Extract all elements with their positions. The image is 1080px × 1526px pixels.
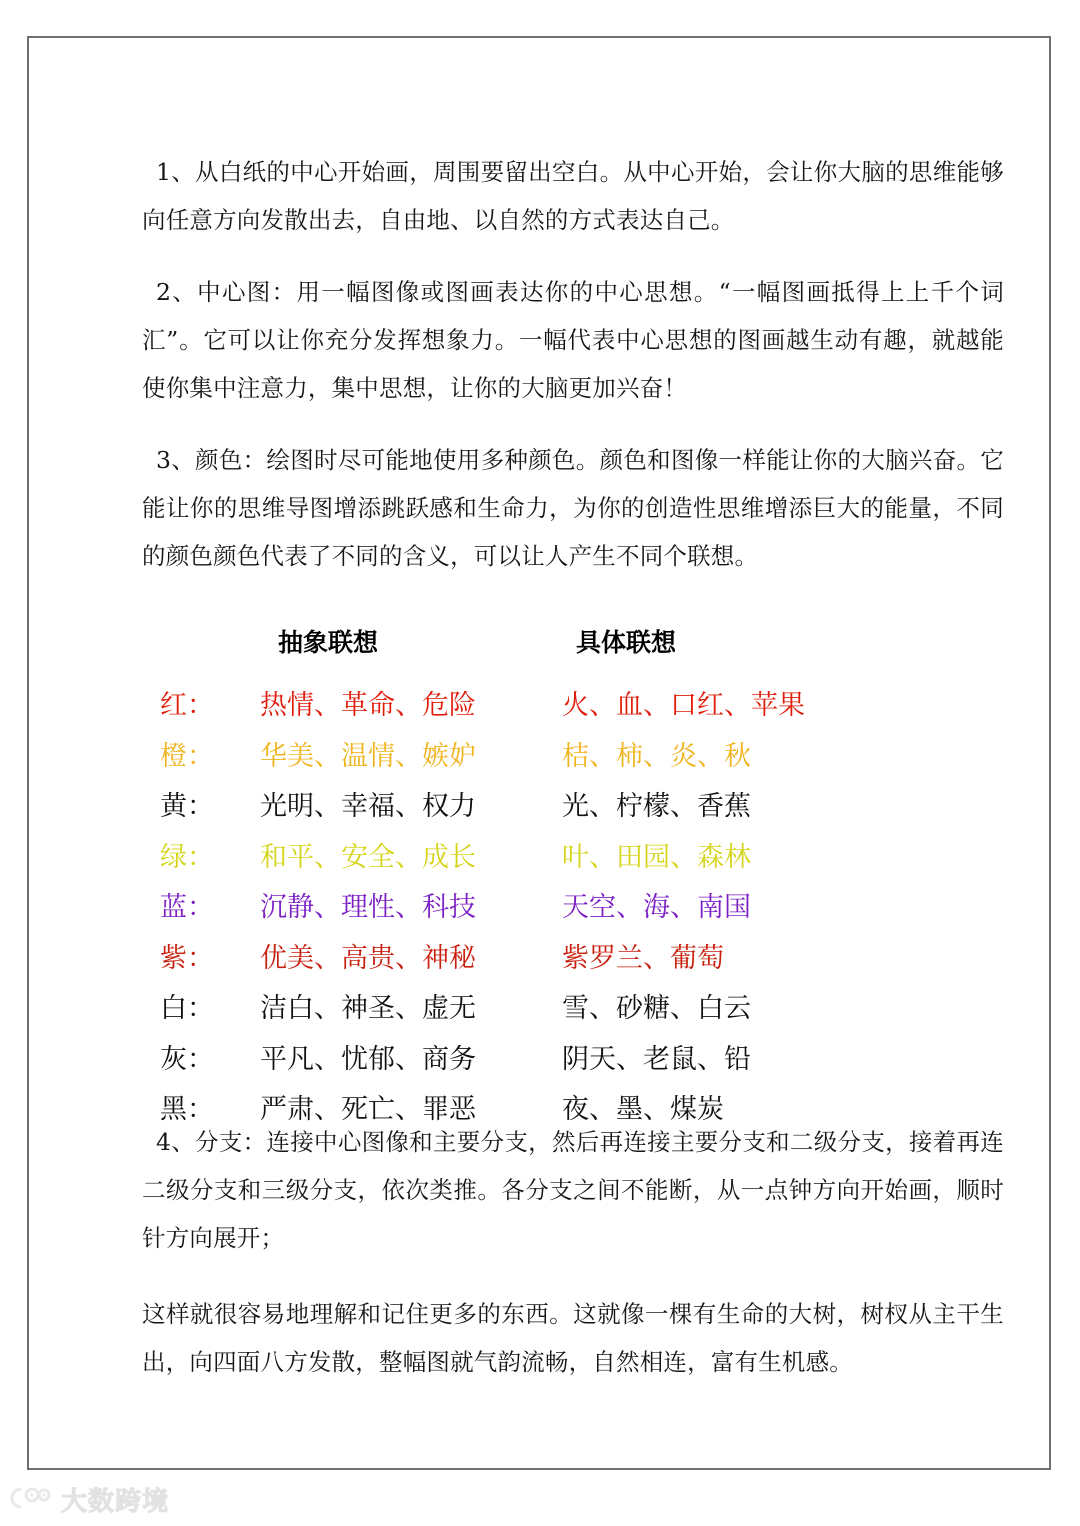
- document-page-frame: [27, 36, 1051, 1470]
- paragraph-3: 3、颜色：绘图时尽可能地使用多种颜色。颜色和图像一样能让你的大脑兴奋。它能让你的思维导图增添跳跃感和生命力，为你的创造性思维增添巨大的能量，不同的颜色颜色代表了不同的含义，可以让人产生不同个联想。: [142, 446, 1004, 570]
- cell-concrete-association: 夜、墨、煤炭: [562, 1094, 724, 1125]
- table-header-row: [142, 618, 1004, 664]
- cell-concrete-association: 雪、砂糖、白云: [562, 993, 751, 1024]
- cell-color-label: 紫：: [160, 942, 214, 974]
- table-row: [142, 838, 1004, 889]
- cell-concrete-association: 光、柠檬、香蕉: [562, 791, 751, 822]
- table-body: [142, 686, 1004, 1141]
- column-header-concrete: 具体联想: [576, 628, 677, 657]
- document-content: [142, 148, 1004, 1410]
- cell-concrete-association: 叶、田园、森林: [562, 841, 751, 873]
- table-row: [142, 989, 1004, 1040]
- paragraph-1: 1、从白纸的中心开始画，周围要留出空白。从中心开始，会让你大脑的思维能够向任意方向发散出去，自由地、以自然的方式表达自己。: [142, 158, 1004, 234]
- table-row: [142, 1090, 1004, 1141]
- watermark: [8, 1481, 169, 1518]
- column-header-abstract: 抽象联想: [278, 628, 379, 657]
- cell-concrete-association: 火、血、口红、苹果: [562, 690, 805, 721]
- cell-abstract-association: 平凡、忧郁、商务: [260, 1043, 476, 1075]
- paragraph-4: 4、分支：连接中心图像和主要分支，然后再连接主要分支和二级分支，接着再连二级分支和三级分支，依次类推。各分支之间不能断，从一点钟方向开始画，顺时针方向展开；: [142, 1128, 1004, 1252]
- cell-color-label: 橙：: [160, 740, 214, 772]
- cell-abstract-association: 和平、安全、成长: [260, 841, 476, 873]
- table-row: [142, 939, 1004, 990]
- cell-color-label: 黑：: [160, 1094, 214, 1125]
- brand-logo-icon: [8, 1485, 54, 1515]
- cell-abstract-association: 华美、温情、嫉妒: [260, 740, 476, 772]
- table-row: [142, 787, 1004, 838]
- cell-abstract-association: 沉静、理性、科技: [260, 892, 476, 923]
- cell-abstract-association: 严肃、死亡、罪恶: [260, 1094, 476, 1125]
- cell-color-label: 蓝：: [160, 892, 214, 923]
- cell-concrete-association: 天空、海、南国: [562, 892, 751, 923]
- cell-abstract-association: 优美、高贵、神秘: [260, 942, 476, 974]
- watermark-brand-text: 大数跨境: [61, 1487, 170, 1517]
- cell-color-label: 红：: [160, 690, 214, 721]
- cell-color-label: 白：: [160, 993, 214, 1024]
- cell-concrete-association: 阴天、老鼠、铅: [562, 1043, 751, 1075]
- table-row: [142, 888, 1004, 939]
- cell-concrete-association: 紫罗兰、葡萄: [562, 942, 724, 974]
- table-row: [142, 737, 1004, 788]
- cell-concrete-association: 桔、柿、炎、秋: [562, 740, 751, 772]
- cell-color-label: 黄：: [160, 791, 214, 822]
- cell-abstract-association: 光明、幸福、权力: [260, 791, 476, 822]
- table-row: [142, 686, 1004, 737]
- cell-color-label: 绿：: [160, 841, 214, 873]
- paragraph-2: 2、中心图：用一幅图像或图画表达你的中心思想。“一幅图画抵得上上千个词汇”。它可以让你充分发挥想象力。一幅代表中心思想的图画越生动有趣，就越能使你集中注意力，集中思想，让你的大脑更加兴奋！: [142, 278, 1004, 402]
- color-association-table: [142, 618, 1004, 1125]
- cell-abstract-association: 洁白、神圣、虚无: [260, 993, 476, 1024]
- cell-color-label: 灰：: [160, 1043, 214, 1075]
- table-row: [142, 1040, 1004, 1091]
- cell-abstract-association: 热情、革命、危险: [260, 690, 476, 721]
- paragraph-5: 这样就很容易地理解和记住更多的东西。这就像一棵有生命的大树，树杈从主干生出，向四面八方发散，整幅图就气韵流畅，自然相连，富有生机感。: [142, 1300, 1004, 1376]
